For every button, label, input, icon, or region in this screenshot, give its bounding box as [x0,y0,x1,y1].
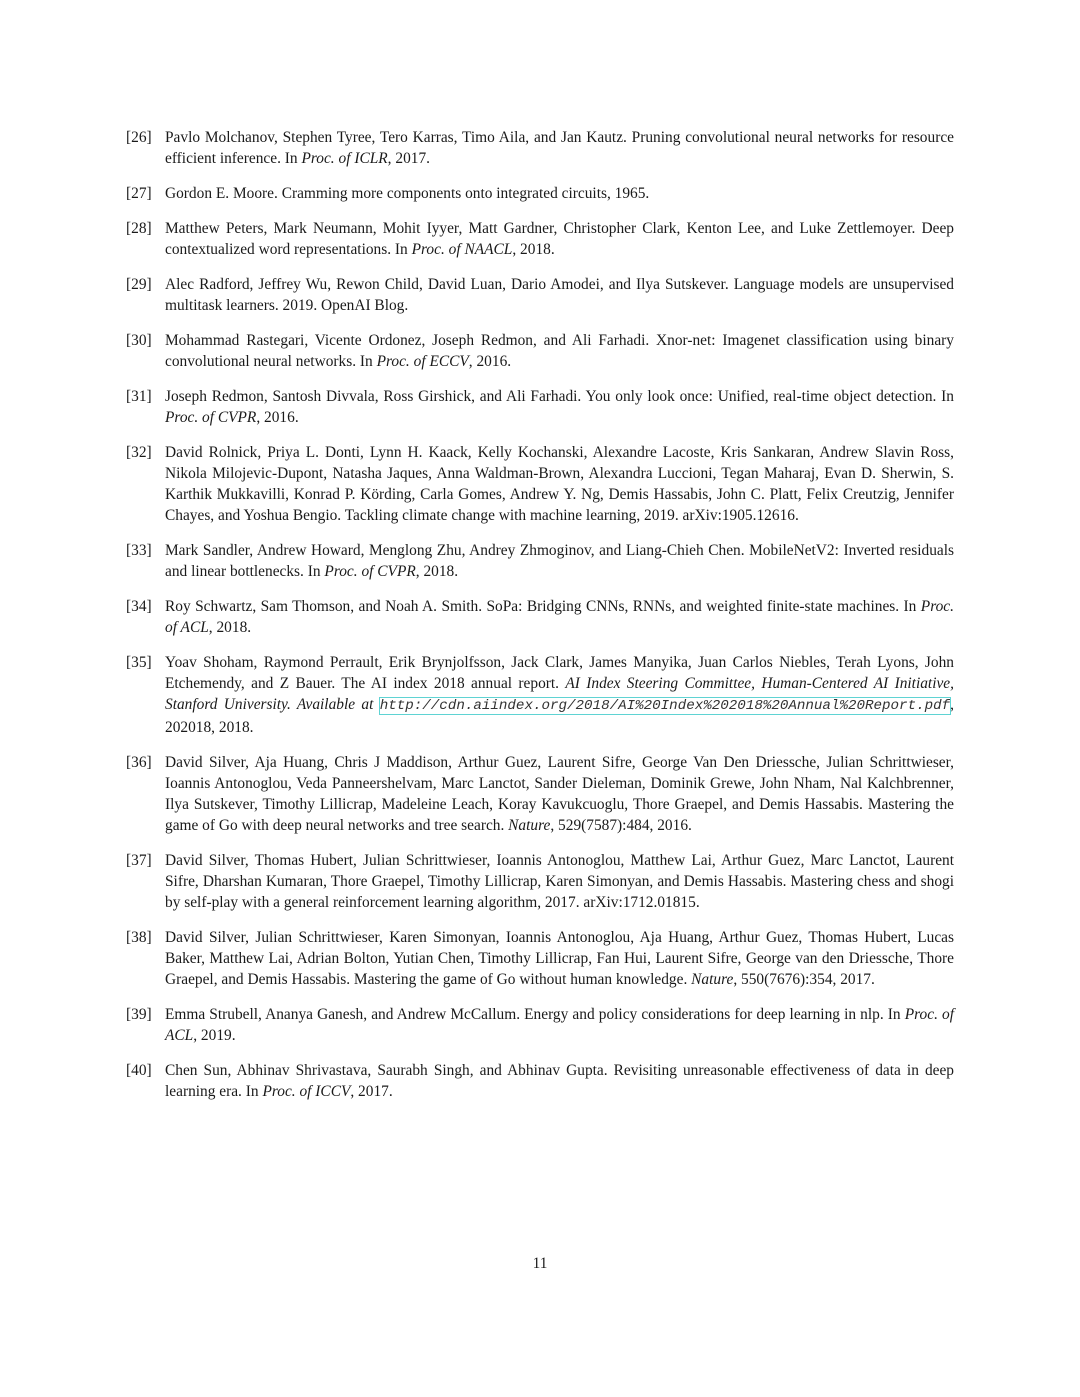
reference-venue: Proc. of CVPR [165,409,257,426]
reference-venue: Proc. of ACL [165,598,954,636]
reference-text [165,850,954,913]
reference-segment: , 2016. [256,409,299,426]
reference-venue: Proc. of ICCV [262,1083,351,1100]
reference-number: [37] [126,852,152,869]
reference-number: [33] [126,542,152,559]
reference-number: [30] [126,332,152,349]
reference-item [126,1060,954,1102]
reference-segment: Joseph Redmon, Santosh Divvala, Ross Girshick, and Ali Farhadi. You only look once: Unified, real-time object detection. In [165,388,954,405]
reference-text [165,330,954,372]
reference-item [126,652,954,738]
reference-segment: , 2017. [350,1083,393,1100]
reference-item [126,218,954,260]
reference-segment: , 550(7676):354, 2017. [733,971,875,988]
reference-segment: David Silver, Julian Schrittwieser, Karen Simonyan, Ioannis Antonoglou, Aja Huang, Arthur Guez, Thomas Hubert, Lucas Baker, Matthew Lai, Adrian Bolton, Yutian Chen, Timothy Lillicrap, Fan Hui, Laurent Sifre, George van den Driessche, Thore Graepel, and Demis Hassabis. Mastering the game of Go without human knowledge. [165,929,954,988]
reference-item [126,386,954,428]
reference-segment: Emma Strubell, Ananya Ganesh, and Andrew McCallum. Energy and policy considerations for deep learning in nlp. In [165,1006,905,1023]
reference-segment: Mohammad Rastegari, Vicente Ordonez, Joseph Redmon, and Ali Farhadi. Xnor-net: Imagenet classification using binary convolutional neural networks. In [165,332,954,370]
reference-item [126,127,954,169]
reference-venue: Nature [508,817,551,834]
reference-item [126,274,954,316]
reference-venue: Proc. of NAACL [411,241,513,258]
reference-item [126,330,954,372]
reference-number: [38] [126,929,152,946]
reference-venue: Proc. of ACL [165,1006,954,1044]
reference-number: [31] [126,388,152,405]
page-number: 11 [532,1255,548,1272]
reference-segment: , 529(7587):484, 2016. [550,817,692,834]
reference-item [126,850,954,913]
reference-segment: David Silver, Thomas Hubert, Julian Schrittwieser, Ioannis Antonoglou, Matthew Lai, Arthur Guez, Marc Lanctot, Laurent Sifre, Dharshan Kumaran, Thore Graepel, Timothy Lillicrap, Karen Simonyan, and Demis Hassabis. Mastering chess and shogi by self-play with a general reinforcement learning algorithm, 2017. arXiv:1712.01815. [165,852,954,911]
reference-text [165,127,954,169]
reference-segment: , 2018. [512,241,555,258]
reference-item [126,183,954,204]
reference-text [165,1060,954,1102]
reference-venue: Proc. of ECCV [376,353,469,370]
reference-number: [29] [126,276,152,293]
reference-segment: Pavlo Molchanov, Stephen Tyree, Tero Karras, Timo Aila, and Jan Kautz. Pruning convolutional neural networks for resource efficient inference. In [165,129,954,167]
reference-item [126,442,954,526]
reference-text [165,386,954,428]
reference-segment: , 2019. [193,1027,236,1044]
reference-item [126,752,954,836]
reference-item [126,927,954,990]
reference-segment: , 202018, 2018. [165,696,954,736]
reference-number: [40] [126,1062,152,1079]
reference-item [126,596,954,638]
reference-segment: Matthew Peters, Mark Neumann, Mohit Iyyer, Matt Gardner, Christopher Clark, Kenton Lee, and Luke Zettlemoyer. Deep contextualized word representations. In [165,220,954,258]
reference-segment: Chen Sun, Abhinav Shrivastava, Saurabh Singh, and Abhinav Gupta. Revisiting unreasonable effectiveness of data in deep learning era. In [165,1062,954,1100]
reference-segment: David Rolnick, Priya L. Donti, Lynn H. Kaack, Kelly Kochanski, Alexandre Lacoste, Kris Sankaran, Andrew Slavin Ross, Nikola Milojevic-Dupont, Natasha Jaques, Anna Waldman-Brown, Alexandra Luccioni, Tegan Maharaj, Evan D. Sherwin, S. Karthik Mukkavilli, Konrad P. Körding, Carla Gomes, Andrew Y. Ng, Demis Hassabis, John C. Platt, Felix Creutzig, Jennifer Chayes, and Yoshua Bengio. Tackling climate change with machine learning, 2019. arXiv:1905.12616. [165,444,954,524]
reference-text [165,752,954,836]
reference-number: [35] [126,654,152,671]
reference-venue: AI Index Steering Committee, Human-Centered AI Initiative, Stanford University. Available at [165,675,954,713]
reference-link[interactable]: http://cdn.aiindex.org/2018/AI%20Index%202018%20Annual%20Report.pdf [379,698,951,714]
reference-number: [28] [126,220,152,237]
reference-segment: Roy Schwartz, Sam Thomson, and Noah A. Smith. SoPa: Bridging CNNs, RNNs, and weighted finite-state machines. In [165,598,921,615]
reference-list [126,127,954,1116]
reference-segment: Mark Sandler, Andrew Howard, Menglong Zhu, Andrey Zhmoginov, and Liang-Chieh Chen. MobileNetV2: Inverted residuals and linear bottlenecks. In [165,542,954,580]
reference-number: [36] [126,754,152,771]
reference-item [126,540,954,582]
reference-text [165,540,954,582]
reference-text [165,1004,954,1046]
reference-venue: Nature [691,971,734,988]
reference-number: [32] [126,444,152,461]
reference-segment: Alec Radford, Jeffrey Wu, Rewon Child, David Luan, Dario Amodei, and Ilya Sutskever. Language models are unsupervised multitask learners. 2019. OpenAI Blog. [165,276,954,314]
reference-segment: , 2018. [415,563,459,580]
reference-segment: David Silver, Aja Huang, Chris J Maddison, Arthur Guez, Laurent Sifre, George Van Den Driessche, Julian Schrittwieser, Ioannis Antonoglou, Veda Panneershelvam, Marc Lanctot, Sander Dieleman, Dominik Grewe, John Nham, Nal Kalchbrenner, Ilya Sutskever, Timothy Lillicrap, Madeleine Leach, Koray Kavukcuoglu, Thore Graepel, and Demis Hassabis. Mastering the game of Go with deep neural networks and tree search. [165,754,954,834]
reference-text [165,596,954,638]
reference-item [126,1004,954,1046]
reference-segment: , 2017. [387,150,430,167]
reference-text [165,927,954,990]
reference-text [165,183,954,204]
reference-text [165,442,954,526]
reference-venue: Proc. of CVPR [324,563,416,580]
reference-text [165,652,954,738]
reference-segment: , 2016. [468,353,512,370]
reference-segment: , 2018. [208,619,252,636]
reference-number: [26] [126,129,152,146]
reference-text [165,274,954,316]
reference-number: [27] [126,185,152,202]
reference-venue: Proc. of ICLR [301,150,388,167]
reference-number: [39] [126,1006,152,1023]
reference-text [165,218,954,260]
reference-segment: Gordon E. Moore. Cramming more components onto integrated circuits, 1965. [165,185,650,202]
reference-number: [34] [126,598,152,615]
reference-segment: Yoav Shoham, Raymond Perrault, Erik Brynjolfsson, Jack Clark, James Manyika, Juan Carlos Niebles, Terah Lyons, John Etchemendy, and Z Bauer. The AI index 2018 annual report. [165,654,954,692]
